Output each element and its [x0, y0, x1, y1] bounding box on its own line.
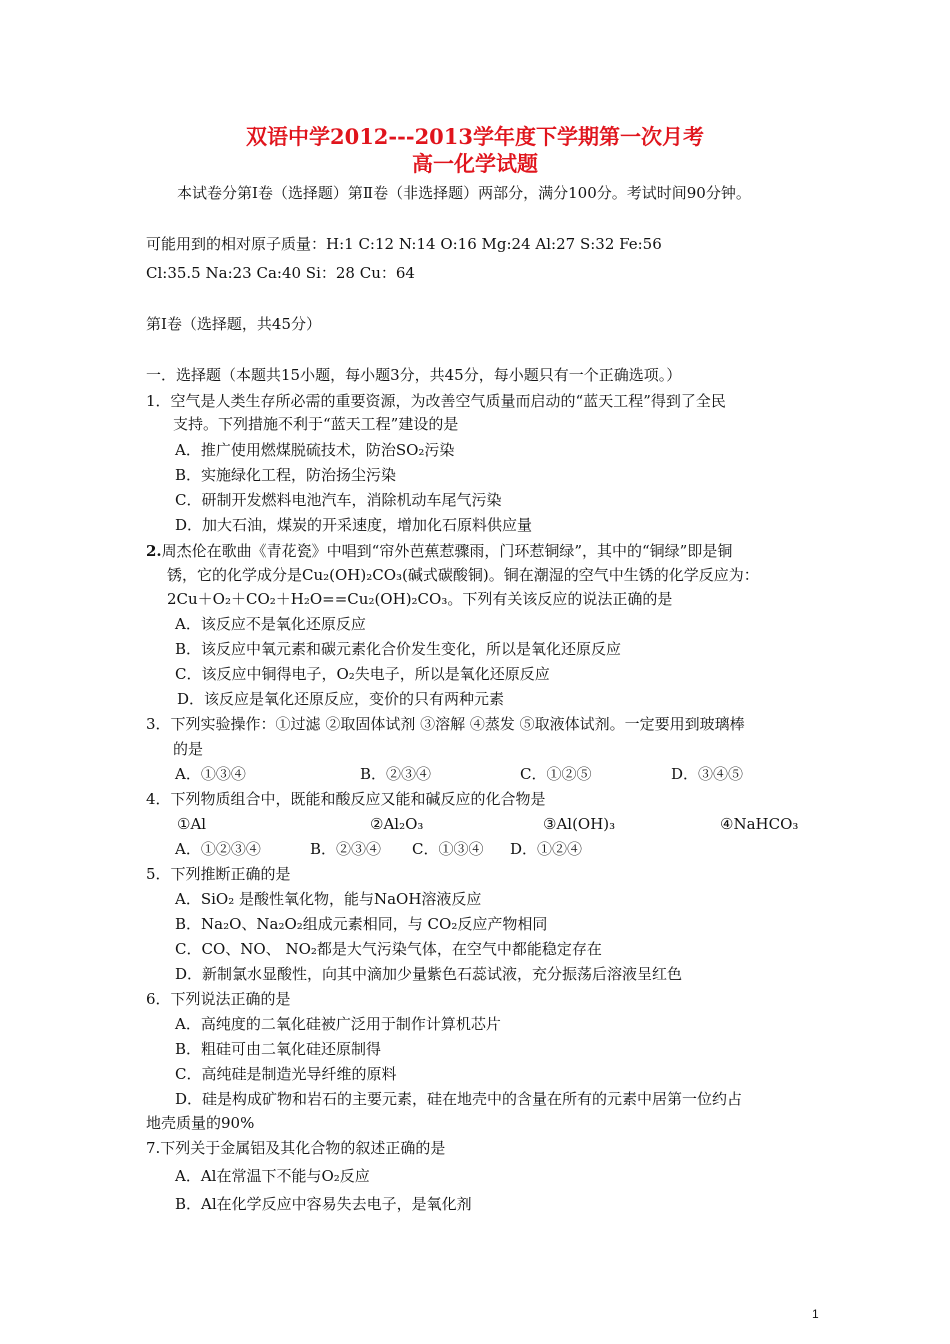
q2-option-b: B．该反应中氧元素和碳元素化合价发生变化，所以是氧化还原反应 [175, 640, 622, 658]
q2-option-d: D．该反应是氧化还原反应，变价的只有两种元素 [177, 690, 505, 708]
q2-number: 2. [146, 542, 162, 560]
q4-option-b: B．②③④ [310, 840, 382, 858]
q3-option-d: D．③④⑤ [671, 765, 744, 783]
q3-option-b: B．②③④ [360, 765, 432, 783]
atomic-mass-line2: Cl:35.5 Na:23 Ca:40 Si：28 Cu：64 [146, 264, 415, 282]
q3-stem-line2: 的是 [173, 740, 204, 758]
q1-option-c: C．研制开发燃料电池汽车，消除机动车尾气污染 [175, 491, 502, 509]
atomic-mass-line1: 可能用到的相对原子质量：H:1 C:12 N:14 O:16 Mg:24 Al:27 S:32 Fe:56 [146, 235, 662, 253]
q1-option-d: D．加大石油，煤炭的开采速度，增加化石原料供应量 [175, 516, 533, 534]
q3-option-a: A．①③④ [175, 765, 246, 783]
q6-stem: 6．下列说法正确的是 [146, 990, 291, 1008]
q6-option-a: A．高纯度的二氧化硅被广泛用于制作计算机芯片 [175, 1015, 501, 1033]
q5-stem: 5．下列推断正确的是 [146, 865, 291, 883]
exam-subtitle: 高一化学试题 [412, 151, 538, 176]
q5-option-d: D．新制氯水显酸性，向其中滴加少量紫色石蕊试液，充分振荡后溶液呈红色 [175, 965, 683, 983]
q6-option-b: B．粗硅可由二氧化硅还原制得 [175, 1040, 382, 1058]
q1-option-a: A．推广使用燃煤脱硫技术，防治SO₂污染 [175, 441, 455, 459]
q7-option-b: B．Al在化学反应中容易失去电子，是氧化剂 [175, 1195, 472, 1213]
q4-item-3: ③Al(OH)₃ [543, 815, 616, 833]
q2-stem-line1 [146, 541, 732, 561]
q4-option-c: C．①③④ [412, 840, 484, 858]
q4-item-4: ④NaHCO₃ [720, 815, 799, 833]
q2-stem-text: 周杰伦在歌曲《青花瓷》中唱到“帘外芭蕉惹骤雨，门环惹铜绿”，其中的“铜绿”即是铜 [161, 542, 733, 560]
q3-stem-line1: 3．下列实验操作：①过滤 ②取固体试剂 ③溶解 ④蒸发 ⑤取液体试剂。一定要用到玻璃棒 [146, 715, 745, 733]
q7-stem: 7.下列关于金属铝及其化合物的叙述正确的是 [146, 1139, 446, 1157]
q5-option-a: A．SiO₂ 是酸性氧化物，能与NaOH溶液反应 [175, 890, 482, 908]
q3-option-c: C．①②⑤ [520, 765, 592, 783]
q7-option-a: A．Al在常温下不能与O₂反应 [175, 1167, 370, 1185]
q5-option-c: C．CO、NO、 NO₂都是大气污染气体，在空气中都能稳定存在 [175, 940, 602, 958]
q2-option-a: A．该反应不是氧化还原反应 [175, 615, 366, 633]
q2-stem-line3: 2Cu＋O₂＋CO₂＋H₂O==Cu₂(OH)₂CO₃。下列有关该反应的说法正确的是 [167, 590, 673, 608]
section-title: 第Ⅰ卷（选择题，共45分） [146, 315, 322, 333]
q5-option-b: B．Na₂O、Na₂O₂组成元素相同，与 CO₂反应产物相同 [175, 915, 548, 933]
page-number: 1 [812, 1307, 819, 1321]
q4-option-a: A．①②③④ [175, 840, 261, 858]
part1-intro: 一．选择题（本题共15小题，每小题3分，共45分，每小题只有一个正确选项。） [146, 366, 682, 384]
q1-stem-line2: 支持。下列措施不利于“蓝天工程”建设的是 [173, 415, 459, 433]
q4-option-d: D．①②④ [510, 840, 583, 858]
q6-option-c: C．高纯硅是制造光导纤维的原料 [175, 1065, 397, 1083]
q4-item-2: ②Al₂O₃ [370, 815, 424, 833]
exam-intro: 本试卷分第Ⅰ卷（选择题）第Ⅱ卷（非选择题）两部分，满分100分。考试时间90分钟。 [177, 184, 751, 202]
exam-title: 双语中学2012---2013学年度下学期第一次月考 [245, 124, 705, 149]
q4-stem: 4．下列物质组合中，既能和酸反应又能和碱反应的化合物是 [146, 790, 546, 808]
q2-stem-line2: 锈，它的化学成分是Cu₂(OH)₂CO₃(碱式碳酸铜)。铜在潮湿的空气中生锈的化学反应为： [167, 566, 759, 584]
q4-item-1: ①Al [177, 815, 207, 833]
q2-option-c: C．该反应中铜得电子，O₂失电子，所以是氧化还原反应 [175, 665, 550, 683]
q6-option-d-line1: D．硅是构成矿物和岩石的主要元素，硅在地壳中的含量在所有的元素中居第一位约占 [175, 1090, 743, 1108]
q6-option-d-line2: 地壳质量的90% [146, 1114, 255, 1132]
q1-option-b: B．实施绿化工程，防治扬尘污染 [175, 466, 397, 484]
q1-stem-line1: 1．空气是人类生存所必需的重要资源，为改善空气质量而启动的“蓝天工程”得到了全民 [146, 392, 726, 410]
